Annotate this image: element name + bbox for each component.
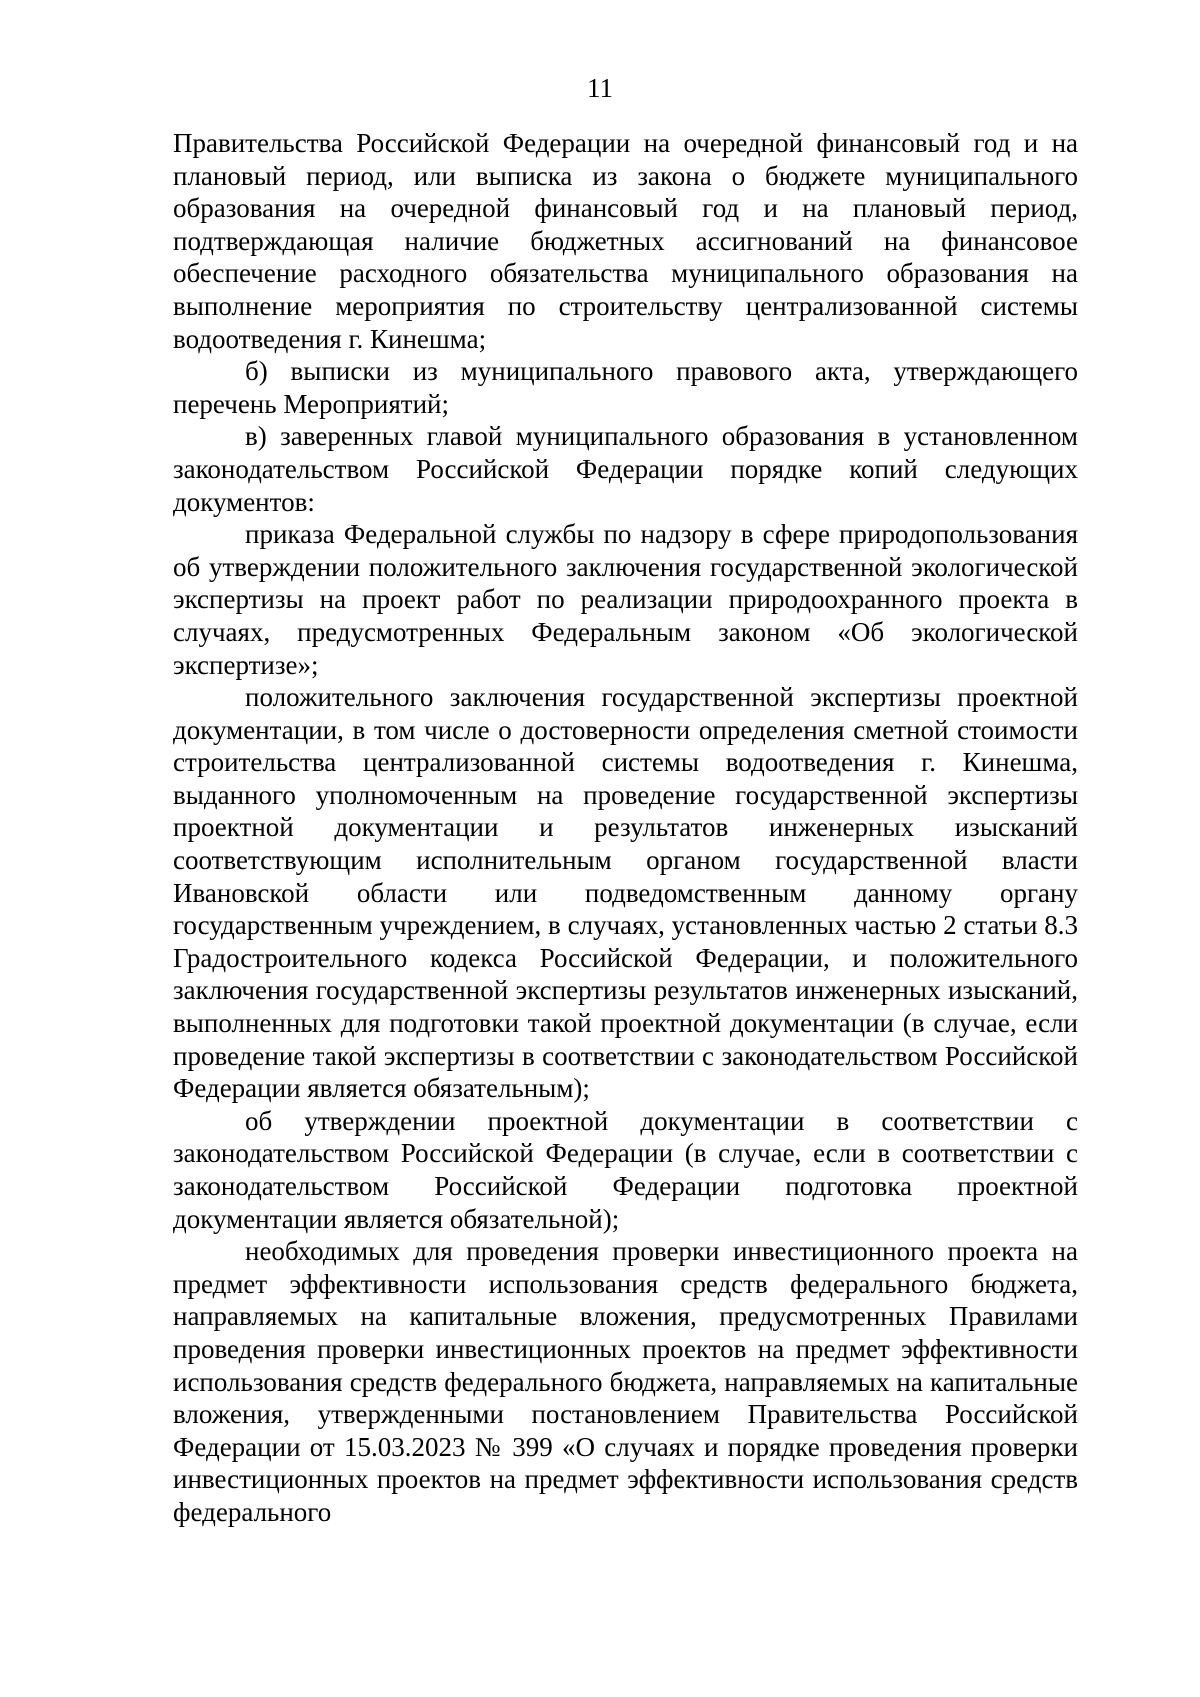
paragraph-state-expertise-conclusion: положительного заключения государственной экспертизы проектной документации, в том числе о достоверности определения сметной стоимости строительства централизованной системы водоотведения г. Кинешма, выданного уполномоченным на проведение государственной экспертизы проектной документации и результатов инженерных изысканий соответствующим исполнительным органом государственной власти Ивановской области или подведомственным данному органу государственным учреждением, в случаях, установленных частью 2 статьи 8.3 Градостроительного кодекса Российской Федерации, и положительного заключения государственной экспертизы результатов инженерных изысканий, выполненных для подготовки такой проектной документации (в случае, если проведение такой экспертизы в соответствии с законодательством Российской Федерации является обязательным); — [173, 682, 1078, 1104]
paragraph-order-ecological-expertise: приказа Федеральной службы по надзору в сфере природопользования об утверждении положительного заключения государственной экологической экспертизы на проект работ по реализации природоохранного проекта в случаях, предусмотренных Федеральным законом «Об экологической экспертизе»; — [173, 519, 1078, 680]
page-number: 11 — [587, 73, 613, 103]
paragraph-item-b: б) выписки из муниципального правового акта, утверждающего перечень Мероприятий; — [173, 356, 1078, 419]
document-body — [173, 127, 1078, 1529]
paragraph-investment-project-check: необходимых для проведения проверки инвестиционного проекта на предмет эффективности использования средств федерального бюджета, направляемых на капитальные вложения, предусмотренных Правилами проведения проверки инвестиционных проектов на предмет эффективности использования средств федерального бюджета, направляемых на капитальные вложения, утвержденными постановлением Правительства Российской Федерации от 15.03.2023 № 399 «О случаях и порядке проведения проверки инвестиционных проектов на предмет эффективности использования средств федерального — [173, 1236, 1078, 1527]
paragraph-item-v: в) заверенных главой муниципального образования в установленном законодательством Российской Федерации порядке копий следующих документов: — [173, 421, 1078, 517]
paragraph-project-documentation-approval: об утверждении проектной документации в соответствии с законодательством Российской Федерации (в случае, если в соответствии с законодательством Российской Федерации подготовка проектной документации является обязательной); — [173, 1105, 1078, 1234]
paragraph-budget-law-extract: Правительства Российской Федерации на очередной финансовый год и на плановый период, или выписка из закона о бюджете муниципального образования на очередной финансовый год и на плановый период, подтверждающая наличие бюджетных ассигнований на финансовое обеспечение расходного обязательства муниципального образования на выполнение мероприятия по строительству централизованной системы водоотведения г. Кинешма; — [173, 128, 1078, 354]
